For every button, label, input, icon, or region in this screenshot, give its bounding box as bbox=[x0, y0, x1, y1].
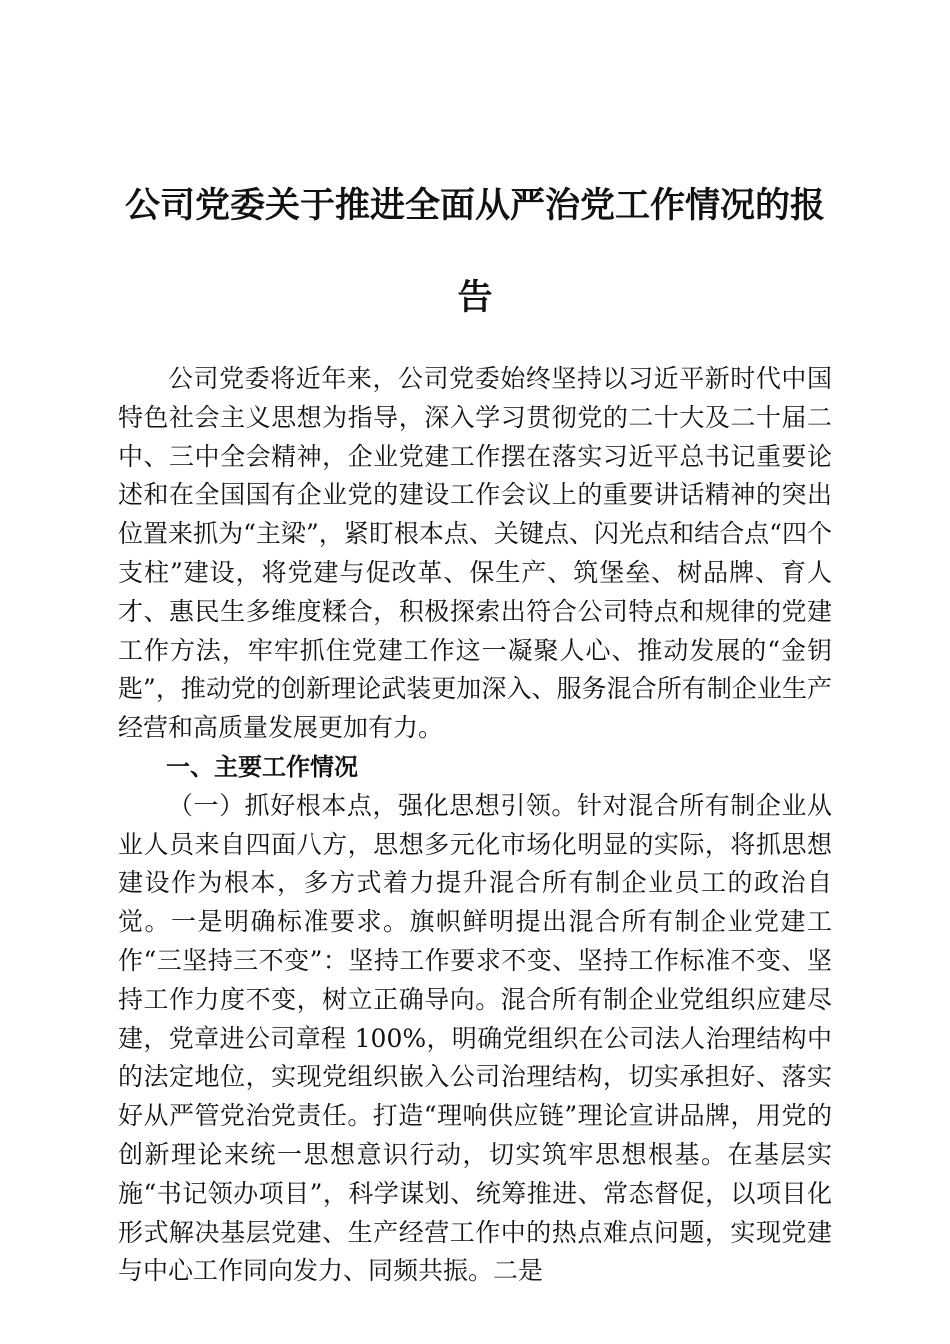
document-title: 公司党委关于推进全面从严治党工作情况的报告 bbox=[124, 185, 825, 318]
document-body bbox=[118, 360, 832, 1291]
section-heading: 一、主要工作情况 bbox=[166, 752, 358, 781]
section-paragraph: （一）抓好根本点，强化思想引领。针对混合所有制企业从业人员来自四面八方，思想多元化市场化明显的实际，将抓思想建设作为根本，多方式着力提升混合所有制企业员工的政治自觉。一是明确标准要求。旗帜鲜明提出混合所有制企业党建工作“三坚持三不变”：坚持工作要求不变、坚持工作标准不变、坚持工作力度不变，树立正确导向。混合所有制企业党组织应建尽建，党章进公司章程 100%，明确党组织在公司法人治理结构中的法定地位，实现党组织嵌入公司治理结构，切实承担好、落实好从严管党治党责任。打造“理响供应链”理论宣讲品牌，用党的创新理论来统一思想意识行动，切实筑牢思想根基。在基层实施“书记领办项目”，科学谋划、统筹推进、常态督促，以项目化形式解决基层党建、生产经营工作中的热点难点问题，实现党建与中心工作同向发力、同频共振。二是 bbox=[118, 790, 832, 1286]
intro-paragraph: 公司党委将近年来，公司党委始终坚持以习近平新时代中国特色社会主义思想为指导，深入学习贯彻党的二十大及二十届二中、三中全会精神，企业党建工作摆在落实习近平总书记重要论述和在全国国有企业党的建设工作会议上的重要讲话精神的突出位置来抓为“主梁”，紧盯根本点、关键点、闪光点和结合点“四个支柱”建设，将党建与促改革、保生产、筑堡垒、树品牌、育人才、惠民生多维度糅合，积极探索出符合公司特点和规律的党建工作方法，牢牢抓住党建工作这一凝聚人心、推动发展的“金钥匙”，推动党的创新理论武装更加深入、服务混合所有制企业生产经营和高质量发展更加有力。 bbox=[118, 364, 832, 743]
